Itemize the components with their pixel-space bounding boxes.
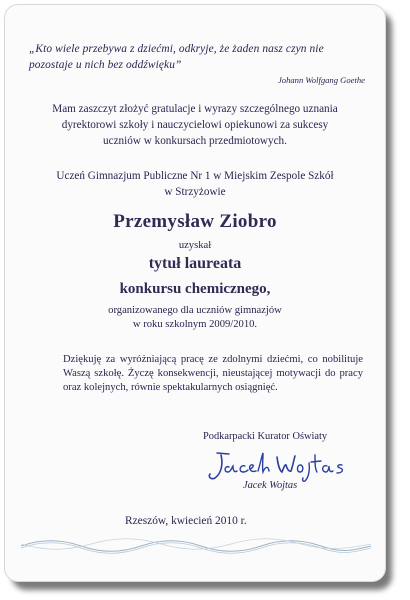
organized-line: organizowanego dla uczniów gimnazjów	[108, 305, 282, 316]
school-line-1: Uczeń Gimnazjum Publiczne Nr 1 w Miejskim Zespole Szkół	[56, 170, 334, 182]
handwritten-signature	[205, 445, 355, 485]
intro-line-3: uczniów w konkursach przedmiotowych.	[103, 135, 287, 147]
contest-name: konkursu chemicznego,	[119, 281, 271, 297]
received-label: uzyskał	[178, 240, 212, 251]
quote-author: Johann Wolfgang Goethe	[277, 75, 365, 85]
congratulation-letter	[4, 4, 386, 582]
school-paragraph	[5, 168, 385, 200]
school-year-line: w roku szkolnym 2009/2010.	[132, 319, 258, 330]
signer-name: Jacek Wojtas	[243, 480, 298, 491]
place-and-date: Rzeszów, kwiecień 2010 r.	[125, 515, 247, 527]
thanks-paragraph: Dziękuję za wyróżniającą pracę ze zdolnymi dziećmi, co nobilituje Waszą szkołę. Życzę konsekwencji, nieustającej motywacji do pracy oraz kolejnych, równie spektakularnych osiągnięć.	[63, 354, 363, 393]
decorative-wave-border	[21, 537, 371, 555]
intro-line-1: Mam zaszczyt złożyć gratulacje i wyrazy szczególnego uznania	[52, 103, 338, 115]
school-line-2: w Strzyżowie	[164, 186, 226, 198]
intro-line-2: dyrektorowi szkoły i nauczycielowi opiekunowi za sukcesy	[61, 119, 329, 131]
quote-text: „Kto wiele przebywa z dziećmi, odkryje, że żaden nasz czyn nie pozostaje u nich bez oddźwięku”	[29, 43, 324, 71]
student-name: Przemysław Ziobro	[113, 211, 277, 232]
award-title: tytuł laureata	[148, 255, 242, 272]
intro-paragraph	[5, 101, 385, 149]
curator-role: Podkarpacki Kurator Oświaty	[203, 431, 328, 442]
